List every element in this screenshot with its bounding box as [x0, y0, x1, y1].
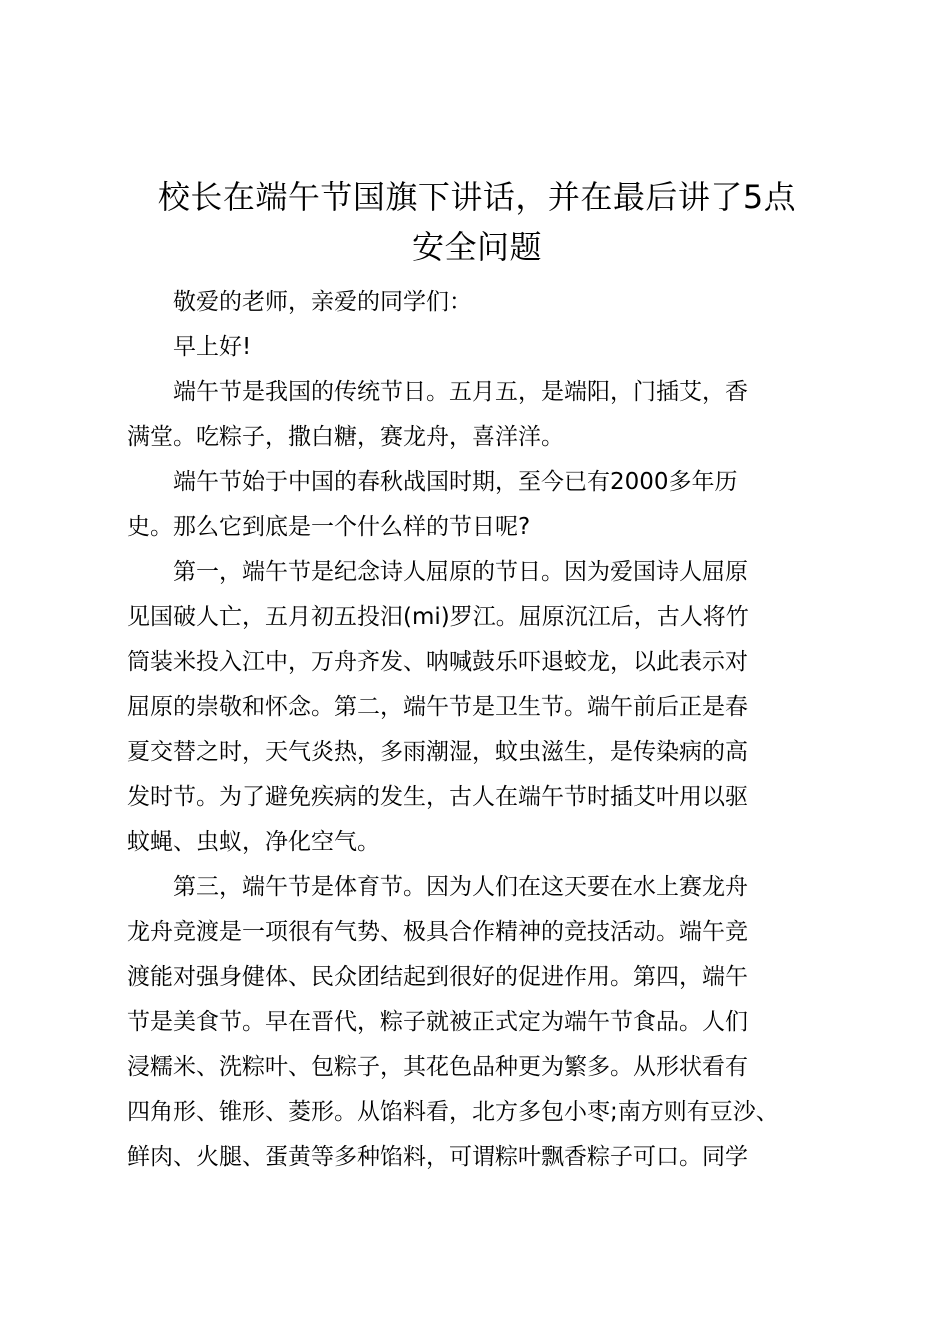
paragraph-line: 鲜肉、火腿、蛋黄等多种馅料，可谓粽叶飘香粽子可口。同学: [127, 1144, 748, 1170]
paragraph-line: 端午节是我国的传统节日。五月五，是端阳，门插艾，香: [127, 379, 748, 405]
paragraph-line: 见国破人亡，五月初五投汨(mi)罗江。屈原沉江后，古人将竹: [127, 604, 749, 630]
paragraph-line: 节是美食节。早在晋代，粽子就被正式定为端午节食品。人们: [127, 1009, 748, 1035]
title-line: 安全问题: [411, 228, 542, 266]
paragraph-line: 屈原的崇敬和怀念。第二，端午节是卫生节。端午前后正是春: [127, 694, 748, 720]
document-title: [120, 172, 834, 272]
paragraph-line: 四角形、锥形、菱形。从馅料看，北方多包小枣;南方则有豆沙、: [127, 1099, 779, 1125]
salutation: 敬爱的老师，亲爱的同学们：: [127, 289, 472, 315]
paragraph-line: 第一，端午节是纪念诗人屈原的节日。因为爱国诗人屈原: [127, 559, 748, 585]
paragraph-line: 浸糯米、洗粽叶、包粽子，其花色品种更为繁多。从形状看有: [127, 1054, 748, 1080]
paragraph-line: 夏交替之时，天气炎热，多雨潮湿，蚊虫滋生，是传染病的高: [127, 739, 748, 765]
title-line: 校长在端午节国旗下讲话，并在最后讲了5点: [157, 178, 797, 216]
paragraph-line: 龙舟竞渡是一项很有气势、极具合作精神的竞技活动。端午竞: [127, 919, 748, 945]
paragraph-line: 发时节。为了避免疾病的发生，古人在端午节时插艾叶用以驱: [127, 784, 748, 810]
paragraph-line: 蚊蝇、虫蚁，净化空气。: [127, 829, 380, 855]
paragraph-line: 史。那么它到底是一个什么样的节日呢?: [127, 514, 531, 540]
paragraph-line: 筒装米投入江中，万舟齐发、呐喊鼓乐吓退蛟龙，以此表示对: [127, 649, 748, 675]
paragraph-line: 端午节始于中国的春秋战国时期，至今已有2000多年历: [127, 469, 738, 495]
greeting: 早上好!: [127, 334, 252, 360]
paragraph-line: 渡能对强身健体、民众团结起到很好的促进作用。第四，端午: [127, 964, 748, 990]
document-body: [127, 280, 843, 1180]
paragraph-line: 第三，端午节是体育节。因为人们在这天要在水上赛龙舟: [127, 874, 748, 900]
paragraph-line: 满堂。吃粽子，撒白糖，赛龙舟，喜洋洋。: [127, 424, 564, 450]
